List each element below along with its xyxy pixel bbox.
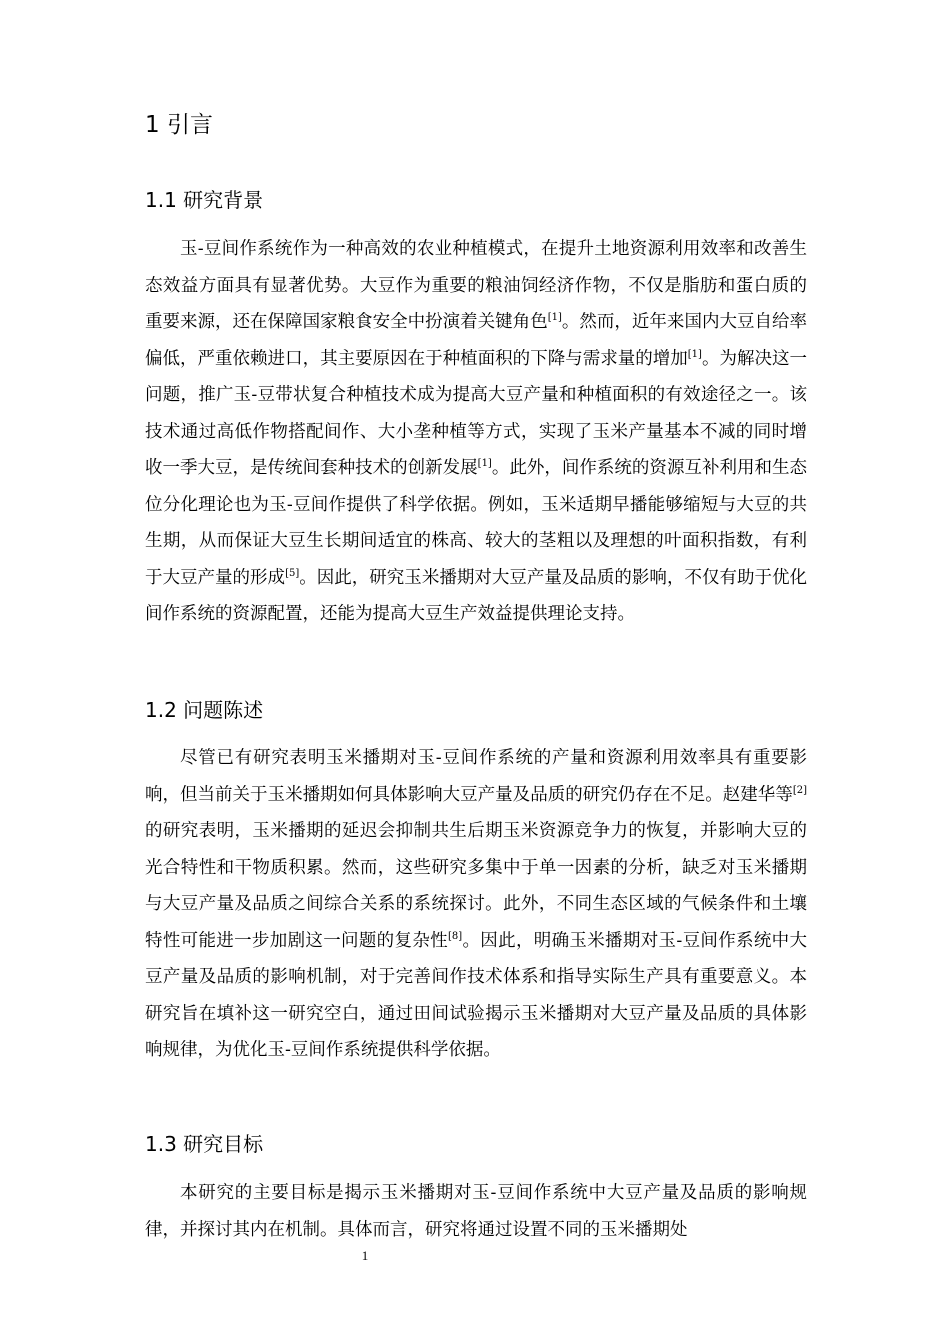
paragraph-text: 尽管已有研究表明玉米播期对玉-豆间作系统的产量和资源利用效率具有重要影响，但当前关于玉米播期如何具体影响大豆产量及品质的研究仍存在不足。赵建华等	[145, 748, 807, 805]
paragraph-text: 。因此，明确玉米播期对玉-豆间作系统中大豆产量及品质的影响机制，对于完善间作技术体系和指导实际生产具有重要意义。本研究旨在填补这一研究空白，通过田间试验揭示玉米播期对大豆产量及品质的具体影响规律，为优化玉-豆间作系统提供科学依据。	[145, 930, 808, 1060]
citation-ref: [1]	[547, 312, 562, 324]
citation-ref: [1]	[687, 348, 702, 360]
paragraph-text: 。为解决这一问题，推广玉-豆带状复合种植技术成为提高大豆产量和种植面积的有效途径之一。该技术通过高低作物搭配间作、大小垄种植等方式，实现了玉米产量基本不减的同时增收一季大豆，是传统间套种技术的创新发展	[145, 348, 808, 478]
citation-ref: [8]	[447, 930, 463, 942]
paragraph-text: 。然而，近年来国内大豆自给率偏低，严重依赖进口，其主要原因在于种植面积的下降与需求量的增加	[145, 312, 807, 369]
paragraph-text: 的研究表明，玉米播期的延迟会抑制共生后期玉米资源竞争力的恢复，并影响大豆的光合特性和干物质积累。然而，这些研究多集中于单一因素的分析，缺乏对玉米播期与大豆产量及品质之间综合关系的系统探讨。此外，不同生态区域的气候条件和土壤特性可能进一步加剧这一问题的复杂性	[145, 821, 807, 951]
citation-ref: [5]	[285, 567, 300, 579]
paragraph-text: 。因此，研究玉米播期对大豆产量及品质的影响，不仅有助于优化间作系统的资源配置，还能为提高大豆生产效益提供理论支持。	[145, 567, 808, 624]
paragraph-text: 。此外，间作系统的资源互补利用和生态位分化理论也为玉-豆间作提供了科学依据。例如，玉米适期早播能够缩短与大豆的共生期，从而保证大豆生长期间适宜的株高、较大的茎粗以及理想的叶面积指数，有利于大豆产量的形成	[145, 458, 808, 588]
paragraph-background	[145, 231, 807, 633]
citation-ref: [1]	[477, 458, 492, 470]
section-heading-problem: 1.2 问题陈述	[145, 698, 264, 722]
page-number: 1	[361, 1248, 369, 1263]
citation-ref: [2]	[792, 784, 807, 796]
paragraph-objectives	[145, 1175, 807, 1248]
paragraph-text: 玉-豆间作系统作为一种高效的农业种植模式，在提升土地资源利用效率和改善生态效益方面具有显著优势。大豆作为重要的粮油饲经济作物，不仅是脂肪和蛋白质的重要来源，还在保障国家粮食安全中扮演着关键角色	[145, 239, 807, 332]
chapter-heading: 1 引言	[145, 112, 213, 138]
paragraph-text: 本研究的主要目标是揭示玉米播期对玉-豆间作系统中大豆产量及品质的影响规律，并探讨其内在机制。具体而言，研究将通过设置不同的玉米播期处	[145, 1183, 807, 1240]
section-heading-background: 1.1 研究背景	[145, 188, 264, 212]
section-heading-objectives: 1.3 研究目标	[145, 1132, 264, 1156]
paragraph-problem	[145, 740, 807, 1069]
